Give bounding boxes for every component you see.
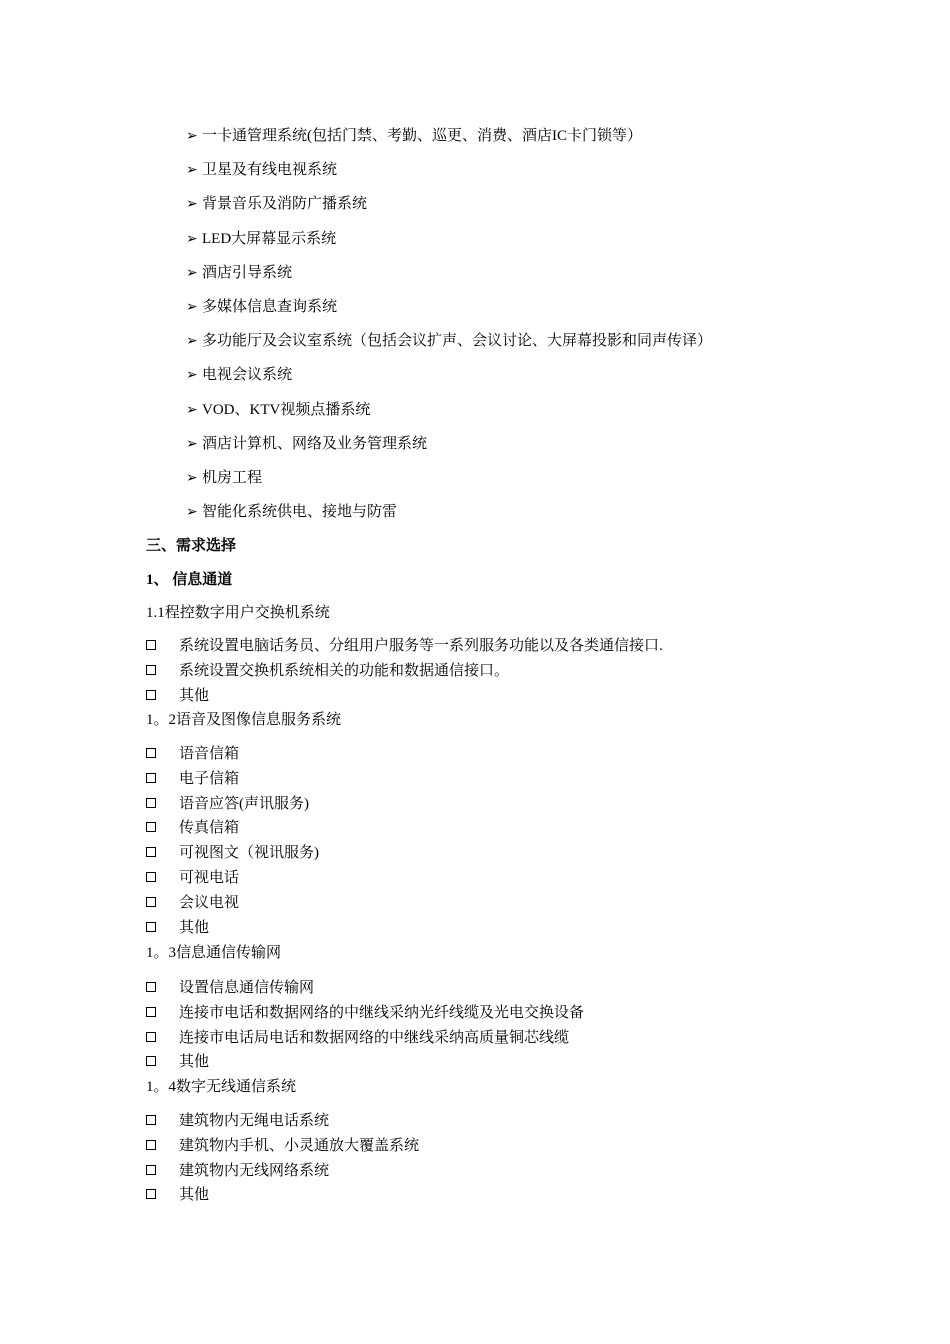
checkbox-icon[interactable] [146, 798, 156, 808]
option-item[interactable] [146, 1135, 419, 1160]
option-item[interactable] [146, 842, 319, 867]
option-label: 可视图文（视讯服务) [179, 845, 319, 862]
option-item[interactable] [146, 743, 319, 768]
option-item[interactable] [146, 768, 319, 793]
system-list-label: 机房工程 [202, 469, 263, 486]
system-list-label: LED大屏幕显示系统 [202, 230, 337, 247]
option-item[interactable] [146, 977, 584, 1002]
group-heading: 1。4数字无线通信系统 [146, 1079, 297, 1095]
option-label: 其他 [179, 687, 210, 704]
option-item[interactable] [146, 892, 319, 917]
checkbox-icon[interactable] [146, 690, 156, 700]
checkbox-icon[interactable] [146, 1032, 156, 1042]
option-list [146, 1110, 419, 1209]
system-list-label: 酒店引导系统 [202, 264, 293, 281]
checkbox-icon[interactable] [146, 922, 156, 932]
system-list-item [186, 467, 712, 501]
option-label: 建筑物内手机、小灵通放大覆盖系统 [179, 1137, 420, 1154]
system-list-item [186, 501, 712, 535]
option-item[interactable] [146, 635, 663, 660]
option-list [146, 635, 663, 709]
option-label: 连接市电话和数据网络的中继线采纳光纤线缆及光电交换设备 [179, 1004, 585, 1021]
arrow-bullet-icon: ➢ [186, 298, 198, 315]
system-list-item [186, 193, 712, 227]
option-item[interactable] [146, 1027, 584, 1052]
arrow-bullet-icon: ➢ [186, 333, 198, 350]
option-item[interactable] [146, 1110, 419, 1135]
checkbox-icon[interactable] [146, 982, 156, 992]
arrow-bullet-icon: ➢ [186, 128, 198, 144]
system-list-item [186, 125, 712, 159]
checkbox-icon[interactable] [146, 665, 156, 675]
checkbox-icon[interactable] [146, 773, 156, 783]
option-label: 其他 [179, 1187, 210, 1204]
system-list-label: 电视会议系统 [202, 367, 293, 384]
system-list-label: 酒店计算机、网络及业务管理系统 [202, 435, 428, 452]
system-list-label: 多媒体信息查询系统 [202, 298, 338, 315]
system-list-label: 一卡通管理系统(包括门禁、考勤、巡更、消费、酒店IC卡门锁等） [202, 128, 642, 144]
system-list-item [186, 433, 712, 467]
arrow-bullet-icon: ➢ [186, 230, 198, 247]
option-label: 电子信箱 [179, 770, 240, 787]
option-list [146, 977, 584, 1076]
option-item[interactable] [146, 1051, 584, 1076]
option-label: 连接市电话局电话和数据网络的中继线采纳高质量铜芯线缆 [179, 1029, 570, 1046]
arrow-bullet-icon: ➢ [186, 367, 198, 384]
system-list-item [186, 262, 712, 296]
arrow-bullet-icon: ➢ [186, 264, 198, 281]
system-list-item [186, 330, 712, 364]
checkbox-icon[interactable] [146, 1056, 156, 1066]
option-item[interactable] [146, 1160, 419, 1185]
checkbox-icon[interactable] [146, 872, 156, 882]
system-list-item [186, 399, 712, 433]
system-list-label: 卫星及有线电视系统 [202, 162, 338, 179]
arrow-bullet-icon: ➢ [186, 504, 198, 521]
option-label: 系统设置交换机系统相关的功能和数据通信接口。 [179, 662, 510, 679]
option-item[interactable] [146, 1184, 419, 1209]
checkbox-icon[interactable] [146, 1115, 156, 1125]
option-item[interactable] [146, 685, 663, 710]
option-item[interactable] [146, 817, 319, 842]
checkbox-icon[interactable] [146, 640, 156, 650]
system-list-label: VOD、KTV视频点播系统 [202, 401, 371, 418]
option-list [146, 743, 319, 941]
checkbox-icon[interactable] [146, 1189, 156, 1199]
checkbox-icon[interactable] [146, 1007, 156, 1017]
option-label: 传真信箱 [179, 820, 240, 837]
checkbox-icon[interactable] [146, 1140, 156, 1150]
option-item[interactable] [146, 917, 319, 942]
system-list-item [186, 159, 712, 193]
checkbox-icon[interactable] [146, 847, 156, 857]
system-list-item [186, 296, 712, 330]
option-label: 语音应答(声讯服务) [179, 795, 309, 812]
checkbox-icon[interactable] [146, 748, 156, 758]
system-list [186, 125, 712, 535]
option-label: 系统设置电脑话务员、分组用户服务等一系列服务功能以及各类通信接口. [179, 638, 663, 654]
option-label: 设置信息通信传输网 [179, 980, 315, 996]
option-item[interactable] [146, 867, 319, 892]
option-label: 建筑物内无绳电话系统 [179, 1113, 330, 1129]
system-list-label: 背景音乐及消防广播系统 [202, 196, 368, 213]
system-list-item [186, 364, 712, 398]
group-heading: 1。3信息通信传输网 [146, 945, 282, 961]
option-label: 语音信箱 [179, 746, 240, 762]
system-list-label: 智能化系统供电、接地与防雷 [202, 504, 398, 521]
option-label: 会议电视 [179, 894, 240, 911]
arrow-bullet-icon: ➢ [186, 469, 198, 486]
option-label: 建筑物内无线网络系统 [179, 1162, 330, 1179]
option-label: 其他 [179, 919, 210, 936]
system-list-item [186, 228, 712, 262]
option-item[interactable] [146, 1002, 584, 1027]
section-subtitle: 1、 信息通道 [146, 572, 233, 588]
arrow-bullet-icon: ➢ [186, 162, 198, 179]
arrow-bullet-icon: ➢ [186, 435, 198, 452]
option-item[interactable] [146, 793, 319, 818]
option-label: 其他 [179, 1054, 210, 1071]
arrow-bullet-icon: ➢ [186, 401, 198, 418]
checkbox-icon[interactable] [146, 897, 156, 907]
option-item[interactable] [146, 660, 663, 685]
section-title: 三、需求选择 [146, 538, 237, 554]
checkbox-icon[interactable] [146, 822, 156, 832]
group-heading: 1。2语音及图像信息服务系统 [146, 712, 342, 728]
group-heading: 1.1程控数字用户交换机系统 [146, 605, 330, 621]
option-label: 可视电话 [179, 869, 240, 886]
arrow-bullet-icon: ➢ [186, 196, 198, 213]
checkbox-icon[interactable] [146, 1165, 156, 1175]
system-list-label: 多功能厅及会议室系统（包括会议扩声、会议讨论、大屏幕投影和同声传译） [202, 333, 713, 350]
